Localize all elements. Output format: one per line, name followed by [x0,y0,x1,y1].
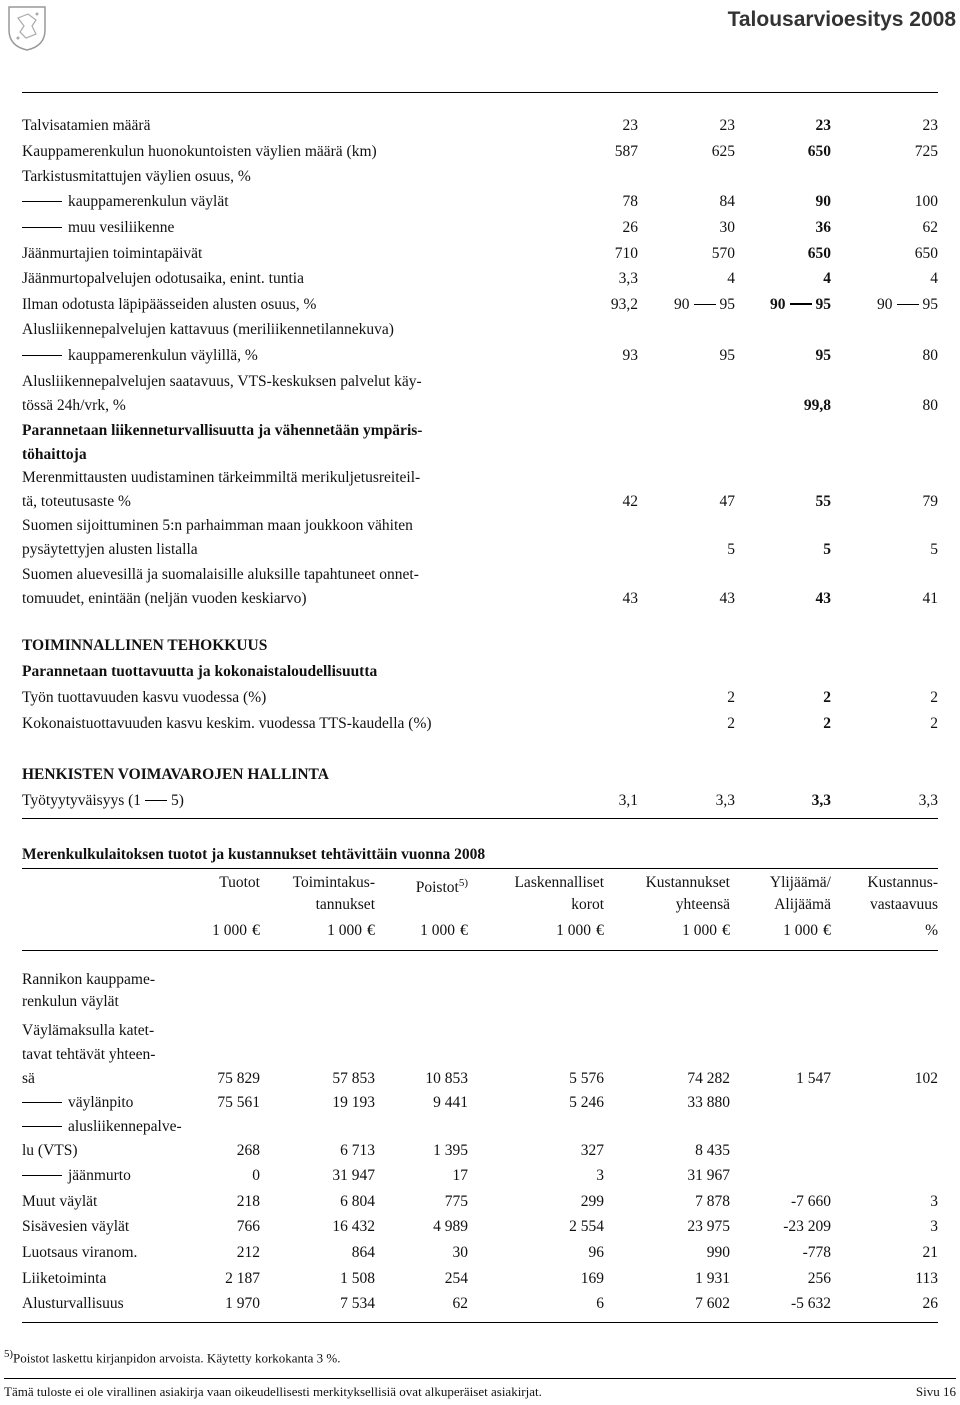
cell: 62 [922,219,938,236]
row-label-text: Alusturvallisuus [22,1295,124,1312]
cell: 47 [719,493,735,510]
cell: 990 [706,1244,730,1261]
cell: 625 [711,143,735,160]
table-row [22,687,938,709]
table-bottom-rule [22,818,938,819]
row-label-text: Muut väylät [22,1193,98,1210]
row-label-text: kauppamerenkulun väylillä, % [68,347,258,364]
cell: 23 [815,117,831,134]
table-row [22,713,938,735]
footer-rule [4,1378,956,1379]
cell: 23 [622,117,638,134]
cell: 725 [914,143,938,160]
cell: 327 [580,1142,604,1159]
dash-indent [22,201,62,202]
column-header-line: Laskennalliset [514,874,604,891]
row-label-text: lu (VTS) [22,1142,78,1159]
cell: 62 [452,1295,468,1312]
cell: 0 [252,1167,260,1184]
column-header-line: tannukset [315,896,375,913]
unit-label [327,920,375,942]
cell [877,294,938,316]
column-header [646,872,730,916]
cell: 75 561 [217,1094,260,1111]
range-dash [790,303,812,305]
row-label-text: sä [22,1070,35,1087]
column-header-line: vastaavuus [869,896,938,913]
row-label-line [22,1215,129,1239]
cell: 6 [596,1295,604,1312]
cell: 8 435 [695,1142,730,1159]
table-row [22,115,938,137]
column-header-line: Poistot$^{5)}$ [415,877,468,897]
cell: 74 282 [687,1070,730,1087]
cell: 3 [596,1167,604,1184]
cell: 31 967 [687,1167,730,1184]
costs-table-title: Merenkulkulaitoksen tuotot ja kustannukset tehtävittäin vuonna 2008 [22,846,486,863]
cell: 6 804 [340,1193,375,1210]
cell: 113 [915,1270,938,1287]
column-header-line: Tuotot [219,874,260,891]
row-label-line: pysäytettyjen alusten listalla [22,541,198,558]
unit-label [783,920,831,942]
cell: 3,3 [715,792,735,809]
row-label-line [22,1115,182,1139]
unit-text: 1 000 [212,922,247,939]
table-row [22,1115,938,1163]
cell: 57 853 [332,1070,375,1087]
unit-text: 1 000 [556,922,591,939]
cell: 3,3 [618,270,638,287]
euro-symbol: € [596,922,604,939]
cell: 7 534 [340,1295,375,1312]
table-row [22,1215,938,1239]
cell: 4 [727,270,735,287]
table-row [22,1267,938,1291]
cell: 21 [922,1244,938,1261]
cell: 42 [622,493,638,510]
row-label-line [22,1190,97,1214]
group-label-line: renkulun väylät [22,993,119,1010]
cell: 2 [930,715,938,732]
euro-symbol: € [823,922,831,939]
row-label-end: 5) [171,792,184,809]
cell: 710 [614,245,638,262]
cell: 26 [922,1295,938,1312]
dash-indent [22,227,62,228]
table-row [22,1091,938,1115]
row-label: Työtyytyväisyys (1 [22,792,142,809]
footer-page-number: Sivu 16 [915,1384,956,1399]
cell: 6 713 [340,1142,375,1159]
cell: 1 931 [695,1270,730,1287]
cell: 31 947 [332,1167,375,1184]
cell: 864 [351,1244,375,1261]
table-row [22,467,938,515]
table-row [22,141,938,163]
row-label-line [22,1164,131,1188]
footnote-marker: 5) [4,1348,14,1360]
range-end: 95 [922,296,938,313]
row-label-line [22,1267,106,1291]
row-label-line: töhaittoja [22,446,87,463]
row-label-text: Jäänmurtajien toimintapäivät [22,245,203,262]
row-label-text: alusliikennepalve- [68,1118,182,1135]
row-label: Kokonaistuottavuuden kasvu keskim. vuodessa TTS-kaudella (%) [22,715,432,732]
cell: 30 [452,1244,468,1261]
unit-text: 1 000 [783,922,818,939]
group-label [22,969,938,1010]
cell: 75 829 [217,1070,260,1087]
cell: 80 [922,347,938,364]
row-label-text: Alusliikennepalvelujen kattavuus (meriliikennetilannekuva) [22,321,394,338]
row-label [22,191,229,213]
cell: 102 [914,1070,938,1087]
cell: 84 [719,193,735,210]
table-row [22,268,938,290]
cell: 93 [622,347,638,364]
cell: 2 [823,689,831,706]
cell: 30 [719,219,735,236]
table-row [22,515,938,563]
dash-indent [22,1126,62,1127]
unit-label [682,920,730,942]
row-label-text: jäänmurto [68,1167,131,1184]
unit-label [925,920,938,942]
cell: -778 [802,1244,831,1261]
column-header [293,872,375,916]
euro-symbol: € [722,922,730,939]
row-label-line: tomuudet, enintään (neljän vuoden keskiarvo) [22,590,307,607]
cell: 5 246 [569,1094,604,1111]
cell: 43 [815,590,831,607]
row-label-line: Alusliikennepalvelujen saatavuus, VTS-keskuksen palvelut käy- [22,373,422,390]
section-heading: TOIMINNALLINEN TEHOKKUUS [22,637,268,654]
cell [770,294,831,316]
document-header-title: Talousarvioesitys 2008 [727,8,956,31]
row-label: Työn tuottavuuden kasvu vuodessa (%) [22,689,267,706]
row-label-line: tä, toteutusaste % [22,493,131,510]
column-header [770,872,831,916]
cell: 96 [588,1244,604,1261]
row-label-line [22,1292,124,1316]
dash-indent [22,1102,62,1103]
cell: 587 [614,143,638,160]
cell: 93,2 [610,296,638,313]
footnote [4,1348,341,1366]
cell: 766 [236,1218,260,1235]
row-label [22,166,251,188]
costs-top-rule [22,868,938,869]
cell: 3 [930,1218,938,1235]
row-label-text: Sisävesien väylät [22,1218,130,1235]
row-label-text: Luotsaus viranom. [22,1244,138,1261]
row-label [22,345,258,367]
cell: 2 [823,715,831,732]
row-label-line: Merenmittausten uudistaminen tärkeimmiltä merikuljetusreiteil- [22,469,421,486]
table-row [22,1019,938,1091]
cell: 218 [236,1193,260,1210]
section-heading: HENKISTEN VOIMAVAROJEN HALLINTA [22,766,329,783]
row-label [22,294,316,316]
range-end: 95 [815,296,831,313]
cell: 2 [727,689,735,706]
cell: 3,3 [918,792,938,809]
row-label-text: Ilman odotusta läpipäässeiden alusten osuus, % [22,296,317,313]
column-header-line: Alijäämä [774,896,831,913]
unit-label [420,920,468,942]
table-row [22,790,938,812]
row-label-line [22,1019,154,1043]
costs-header-rule [22,950,938,951]
range-end: 95 [719,296,735,313]
table-row [22,1241,938,1265]
footer-disclaimer: Tämä tuloste ei ole virallinen asiakirja vaan oikeudellisesti merkityksellisiä ovat alkuperäiset asiakirjat. [4,1384,542,1399]
cell: 1 508 [340,1270,375,1287]
table-row [22,1292,938,1316]
cell: 650 [807,143,831,160]
euro-symbol: € [367,922,375,939]
cell: 5 [930,541,938,558]
range-start: 90 [877,296,893,313]
cell: 17 [452,1167,468,1184]
unit-text: % [925,922,938,939]
footnote-text: Poistot laskettu kirjanpidon arvoista. Käytetty korkokanta 3 %. [13,1350,341,1366]
row-label-text: Väylämaksulla katet- [22,1022,155,1039]
cell [674,294,735,316]
cell: 23 975 [687,1218,730,1235]
row-label [22,115,150,137]
range-start: 90 [770,296,786,313]
cell: 2 [727,715,735,732]
cell: 4 989 [433,1218,468,1235]
cell: 2 [930,689,938,706]
column-header-line: Kustannus- [867,874,938,891]
cell: -23 209 [783,1218,831,1235]
range-dash [897,304,919,305]
cell: 169 [580,1270,604,1287]
unit-text: 1 000 [420,922,455,939]
range-start: 90 [674,296,690,313]
cell: 95 [719,347,735,364]
row-label-text: kauppamerenkulun väylät [68,193,229,210]
cell: 90 [815,193,831,210]
cell: 650 [914,245,938,262]
cell: 5 [727,541,735,558]
cell: 7 878 [695,1193,730,1210]
cell: 1 970 [225,1295,260,1312]
cell: 570 [711,245,735,262]
row-label-text: Jäänmurtopalvelujen odotusaika, enint. tuntia [22,270,304,287]
table-row [22,1190,938,1214]
cell: 3,3 [811,792,831,809]
cell: 80 [922,397,938,414]
table-row [22,1164,938,1188]
column-header-line: Ylijäämä/ [769,874,831,891]
cell: 99,8 [803,397,831,414]
table-row [22,166,938,188]
cell: 7 602 [695,1295,730,1312]
cell: 2 187 [225,1270,260,1287]
cell: 78 [622,193,638,210]
unit-text: 1 000 [327,922,362,939]
table-row [22,191,938,213]
group-label-line: Rannikon kauppame- [22,971,156,988]
cell: 775 [444,1193,468,1210]
row-label-text: Kauppamerenkulun huonokuntoisten väylien määrä (km) [22,143,377,160]
column-header [514,872,604,916]
row-label [22,243,202,265]
cell: 23 [922,117,938,134]
cell: 1 547 [796,1070,831,1087]
footnote-marker: 5) [458,877,468,889]
column-header [416,872,468,899]
column-header [867,872,938,916]
row-label [22,217,174,239]
row-label-text: muu vesiliikenne [68,219,175,236]
cell: 36 [815,219,831,236]
cell: 19 193 [332,1094,375,1111]
row-label-text: väylänpito [68,1094,134,1111]
cell: 95 [815,347,831,364]
row-label-line: Parannetaan liikenneturvallisuutta ja vähennetään ympäris- [22,422,423,439]
dash-indent [22,355,62,356]
row-label-line [22,1043,155,1067]
cell: 16 432 [332,1218,375,1235]
unit-text: 1 000 [682,922,717,939]
row-label-text: Tarkistusmitattujen väylien osuus, % [22,168,251,185]
column-header-line: korot [571,896,604,913]
cell: 43 [719,590,735,607]
cell: 650 [807,245,831,262]
cell: 212 [236,1244,260,1261]
column-header [219,872,260,894]
table-row [22,420,938,468]
cell: 41 [922,590,938,607]
cell: 254 [444,1270,468,1287]
row-label-text: Liiketoiminta [22,1270,107,1287]
row-label [22,319,394,341]
cell: 2 554 [569,1218,604,1235]
costs-bottom-rule [22,1322,938,1323]
cell: 33 880 [687,1094,730,1111]
cell: 55 [815,493,831,510]
row-label [22,268,304,290]
cell: 23 [719,117,735,134]
column-header-line: Kustannukset [645,874,730,891]
table-row [22,294,938,316]
cell: 26 [622,219,638,236]
table-row [22,371,938,419]
row-label-line: tössä 24h/vrk, % [22,397,126,414]
euro-symbol: € [460,922,468,939]
unit-label [212,920,260,942]
row-label-line: Suomen sijoittuminen 5:n parhaimman maan joukkoon vähiten [22,517,413,534]
cell: 4 [930,270,938,287]
cell: 10 853 [425,1070,468,1087]
cell: 256 [807,1270,831,1287]
row-label-text: tavat tehtävät yhteen- [22,1046,156,1063]
cell: 5 576 [569,1070,604,1087]
coat-of-arms-logo [6,4,48,52]
cell: 1 395 [433,1142,468,1159]
cell: 268 [236,1142,260,1159]
dash-indent [22,1175,62,1176]
table-row [22,564,938,612]
table-row [22,243,938,265]
table-row [22,319,938,341]
cell: 299 [580,1193,604,1210]
cell: 3,1 [618,792,638,809]
cell: 5 [823,541,831,558]
cell: 43 [622,590,638,607]
table-top-rule [22,92,938,93]
cell: 79 [922,493,938,510]
row-label-text: Talvisatamien määrä [22,117,151,134]
cell: 3 [930,1193,938,1210]
column-header-line: yhteensä [675,896,730,913]
table-row [22,217,938,239]
row-label-line [22,1091,133,1115]
euro-symbol: € [252,922,260,939]
cell: 9 441 [433,1094,468,1111]
cell: 100 [914,193,938,210]
row-label-line [22,1067,35,1091]
cell: -5 632 [790,1295,831,1312]
row-label-line [22,1139,78,1163]
unit-label [556,920,604,942]
range-dash [694,304,716,305]
table-row [22,345,938,367]
section-subheading: Parannetaan tuottavuutta ja kokonaistaloudellisuutta [22,663,378,680]
cell: -7 660 [790,1193,831,1210]
column-header-line: Toimintakus- [292,874,375,891]
row-label-line: Suomen aluevesillä ja suomalaisille aluksille tapahtuneet onnet- [22,566,419,583]
row-label-line [22,1241,137,1265]
cell: 4 [823,270,831,287]
row-label [22,141,377,163]
